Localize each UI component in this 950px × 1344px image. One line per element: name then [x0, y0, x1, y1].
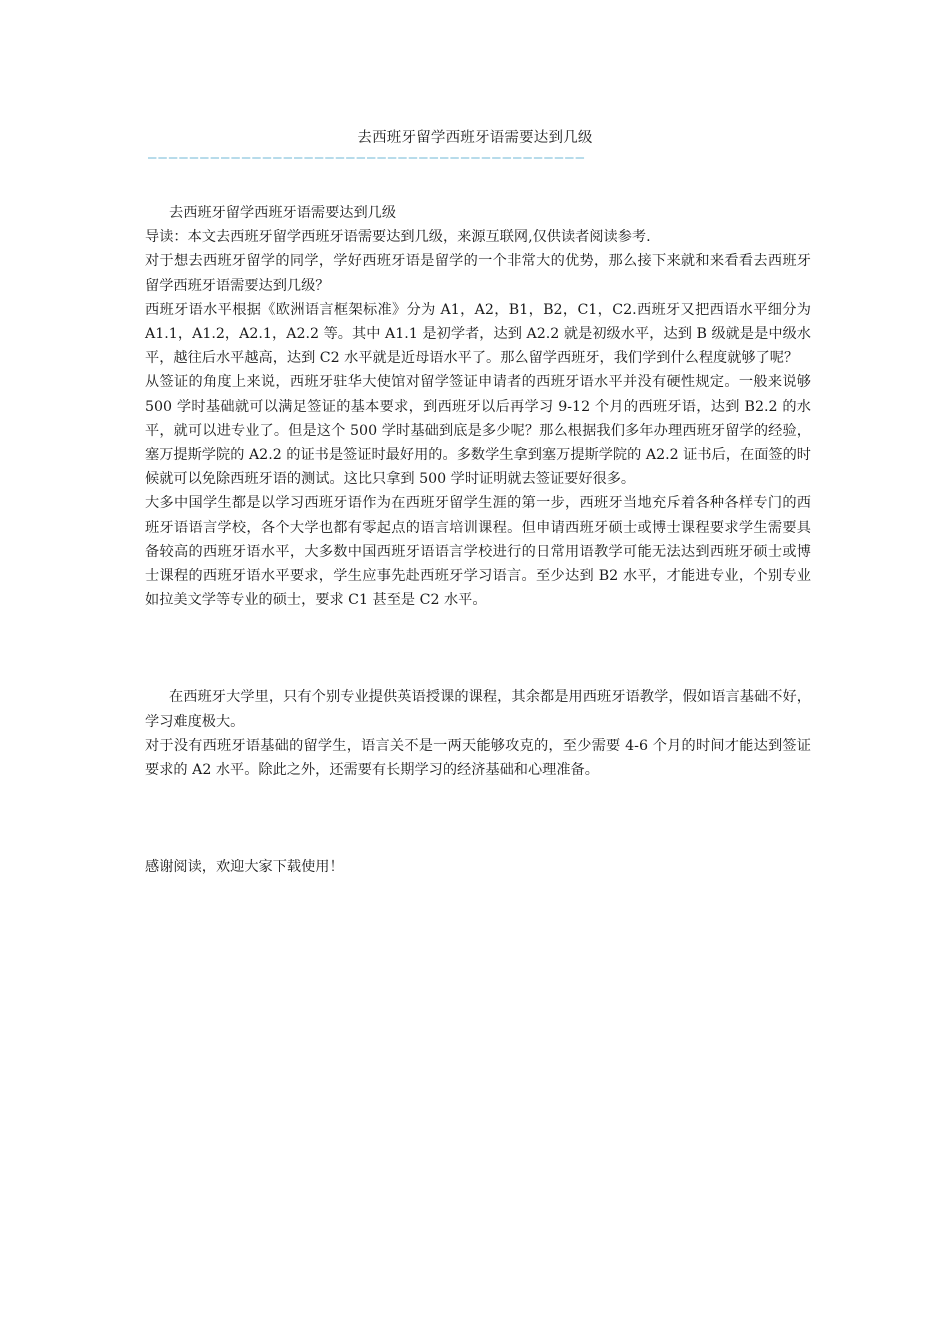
header-dashed-rule: —————————————————————————————————————————— [148, 150, 587, 166]
paragraph: 从签证的角度上来说，西班牙驻华大使馆对留学签证申请者的西班牙语水平并没有硬性规定。一般来说够 500 学时基础就可以满足签证的基本要求，到西班牙以后再学习 9-12 个月的西班牙语，达到 B2.2 的水平，就可以进专业了。但是这个 500 学时基础到底是多少呢？那么根据我们多年办理西班牙留学的经验，塞万提斯学院的 A2.2 的证书是签证时最好用的。多数学生拿到塞万提斯学院的 A2.2 证书后，在面签的时候就可以免除西班牙语的测试。这比只拿到 500 学时证明就去签证要好很多。 [145, 374, 811, 488]
intro-paragraph: 导读：本文去西班牙留学西班牙语需要达到几级，来源互联网,仅供读者阅读参考. [145, 229, 651, 246]
paragraph: 西班牙语水平根据《欧洲语言框架标准》分为 A1，A2，B1，B2，C1，C2.西班牙又把西语水平细分为 A1.1，A1.2，A2.1，A2.2 等。其中 A1.1 是初学者，达到 A2.2 就是初级水平，达到 B 级就是是中级水平，越往后水平越高，达到 C2 水平就是近母语水平了。那么留学西班牙，我们学到什么程度就够了呢？ [145, 301, 811, 367]
paragraph: 大多中国学生都是以学习西班牙语作为在西班牙留学生涯的第一步，西班牙当地充斥着各种各样专门的西班牙语语言学校，各个大学也都有零起点的语言培训课程。但申请西班牙硕士或博士课程要求学生需要具备较高的西班牙语水平，大多数中国西班牙语语言学校进行的日常用语教学可能无法达到西班牙硕士或博士课程的西班牙语水平要求，学生应事先赴西班牙学习语言。至少达到 B2 水平，才能进专业，个别专业如拉美文学等专业的硕士，要求 C1 甚至是 C2 水平。 [145, 495, 811, 609]
paragraph: 在西班牙大学里，只有个别专业提供英语授课的课程，其余都是用西班牙语教学，假如语言基础不好，学习难度极大。 [145, 689, 811, 730]
page-header-title: 去西班牙留学西班牙语需要达到几级 [357, 130, 593, 146]
article-title: 去西班牙留学西班牙语需要达到几级 [169, 205, 397, 221]
paragraph-spacer [145, 612, 811, 685]
paragraph: 对于没有西班牙语基础的留学生，语言关不是一两天能够攻克的，至少需要 4-6 个月的时间才能达到签证要求的 A2 水平。除此之外，还需要有长期学习的经济基础和心理准备。 [145, 737, 811, 779]
closing-line: 感谢阅读，欢迎大家下载使用！ [145, 859, 344, 876]
paragraph-spacer [145, 782, 811, 855]
paragraph: 对于想去西班牙留学的同学，学好西班牙语是留学的一个非常大的优势，那么接下来就和来看看去西班牙留学西班牙语需要达到几级？ [145, 253, 811, 294]
document-body [145, 201, 811, 879]
